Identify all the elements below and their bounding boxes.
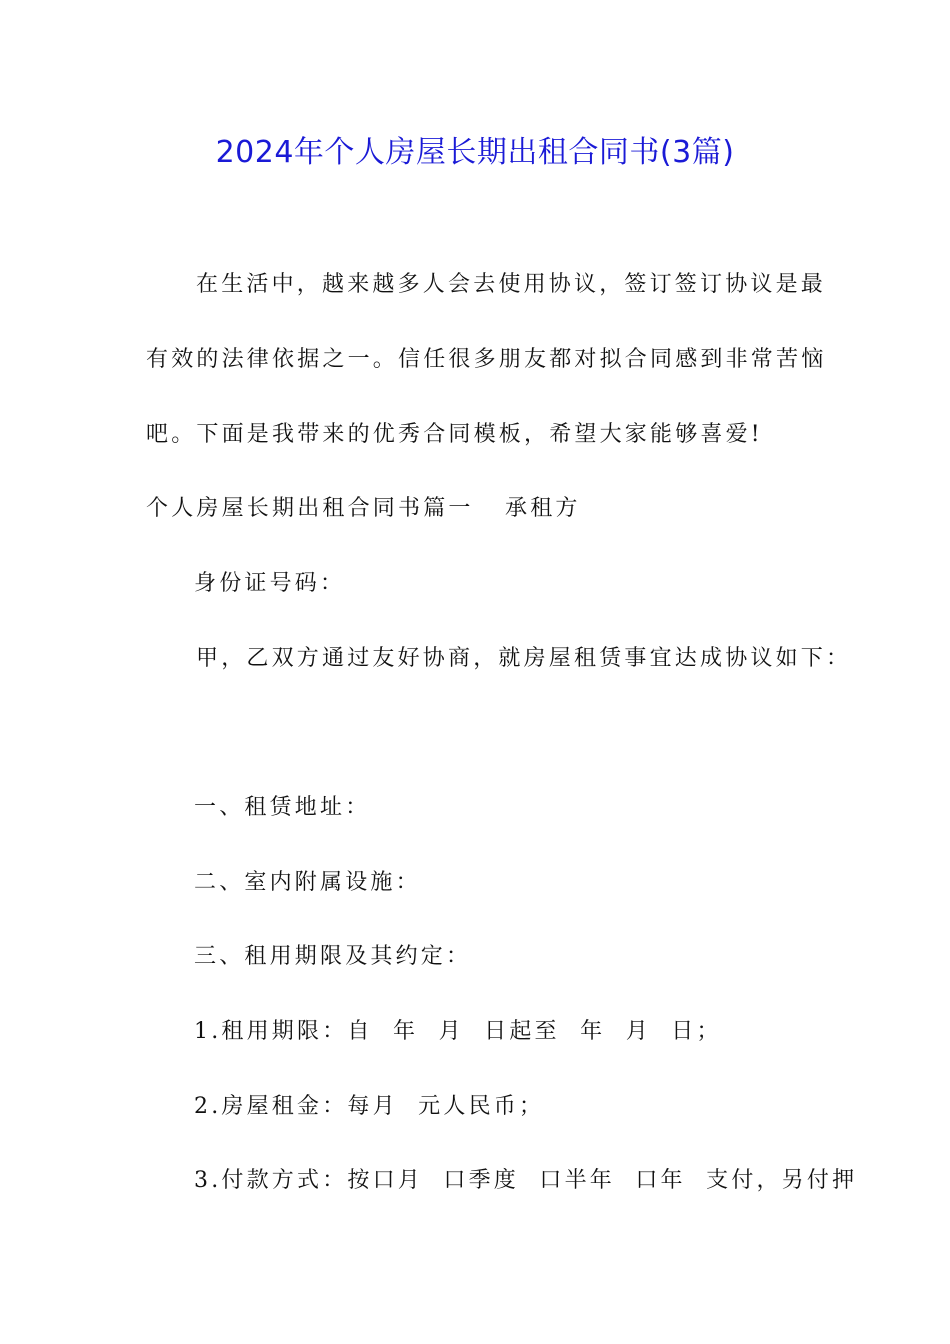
intro-line-3: 吧。下面是我带来的优秀合同模板，希望大家能够喜爱! — [146, 422, 763, 447]
tenant-label: 承租方 — [505, 496, 581, 521]
id-number-label: 身份证号码： — [194, 571, 346, 596]
item-payment-method: 3.付款方式：按口月 口季度 口半年 口年 支付，另付押 — [194, 1168, 858, 1193]
intro-line-2: 有效的法律依据之一。信任很多朋友都对拟合同感到非常苦恼 — [146, 347, 827, 372]
intro-line-1: 在生活中，越来越多人会去使用协议，签订签订协议是最 — [196, 272, 827, 297]
agreement-statement: 甲，乙双方通过友好协商，就房屋租赁事宜达成协议如下： — [196, 646, 852, 671]
section-heading: 个人房屋长期出租合同书篇一 — [146, 496, 474, 521]
clause-indoor-facilities: 二、室内附属设施： — [194, 870, 421, 895]
item-rent: 2.房屋租金：每月 元人民币； — [194, 1094, 545, 1119]
clause-rental-address: 一、租赁地址： — [194, 795, 371, 820]
document-title: 2024年个人房屋长期出租合同书(3篇) — [215, 135, 735, 170]
item-lease-period: 1.租用期限：自 年 月 日起至 年 月 日； — [194, 1019, 722, 1044]
clause-lease-term: 三、租用期限及其约定： — [194, 944, 472, 969]
